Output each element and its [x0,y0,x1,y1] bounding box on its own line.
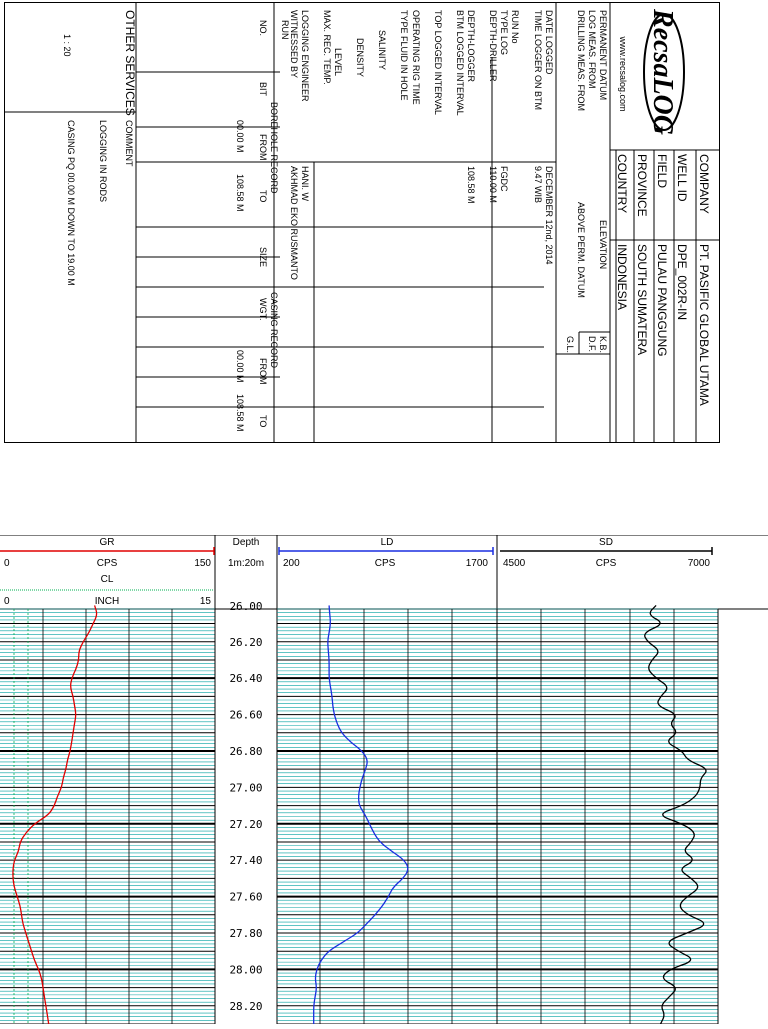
sd-track-title: SD [599,537,613,548]
cl-track-title: CL [100,574,114,585]
ld-units-label: CPS [374,558,396,569]
cl-max-label: 15 [199,596,211,607]
comment-line-1: LOGGING IN RODS [98,120,108,203]
density-label: DENSITY [355,38,365,78]
type-fluid-label: TYPE FLUID IN HOLE [399,10,409,101]
field-label: FIELD [655,154,669,189]
casing-from-label: FROM [258,358,268,385]
df-label: D.F. [587,336,597,353]
company-value: PT. PASIFIC GLOBAL UTAMA [697,244,711,406]
time-logger-value: 9.47 WIB [533,166,543,204]
size-label: SIZE [258,247,268,268]
depth-label: 27.40 [229,854,263,868]
depth-track-title: Depth [232,537,260,548]
wgt-label: WGT. [258,298,268,321]
well-log-chart [0,535,768,1024]
cl-units-label: INCH [94,596,120,607]
depth-label: 27.20 [229,817,263,831]
well-id-label: WELL ID [675,154,689,202]
witnessed-by-value: AKHMAD EKO RUSMANTO [289,166,299,280]
borehole-record-title: BOREHOLE RECORD [269,102,279,194]
ld-track-title: LD [380,537,394,548]
sd-curve [645,605,706,1024]
sd-max-label: 7000 [687,558,710,569]
drilling-meas-from-label: DRILLING MEAS. FROM [576,10,586,112]
level-label: LEVEL [333,48,343,77]
borehole-to-label: TO [258,190,268,203]
depth-label: 26.20 [229,635,263,649]
depth-label: 26.40 [229,672,263,686]
ld-max-label: 1700 [465,558,488,569]
bit-label: BIT [258,82,268,97]
country-label: COUNTRY [615,154,629,214]
depth-logger-value: 108.58 M [466,166,476,204]
depth-label: 27.80 [229,926,263,940]
gr-min-label: 0 [4,558,10,569]
logging-engineer-label: LOGGING ENGINEER [300,10,310,102]
type-log-value: FGDC [499,166,509,192]
depth-label: 27.00 [229,781,263,795]
recsalog-logo [644,8,684,135]
log-grid [0,609,718,1024]
type-log-label: TYPE LOG [499,10,509,56]
run-label: RUN [280,20,290,40]
witnessed-by-label: WITNESSED BY [289,10,299,79]
date-logged-label: DATE LOGGED [544,10,554,75]
log-heading [4,2,720,443]
casing-record-title: CASING RECORD [269,292,279,369]
run-no-label: RUN No [510,10,520,44]
well-log-svg [0,535,768,1024]
max-rec-temp-label: MAX. REC. TEMP. [322,10,332,85]
gr-curve [13,605,97,1024]
scale-label: 1 : 20 [62,34,72,57]
kb-label: K.B. [598,336,608,354]
time-logger-label: TIME LOGGER ON BTM [533,10,543,111]
gr-units-label: CPS [96,558,118,569]
btm-logged-label: BTM LOGGED INTERVAL [455,10,465,116]
permanent-datum-label: PERMANENT DATUM [598,10,608,101]
salinity-label: SALINITY [377,30,387,71]
depth-label: 27.60 [229,890,263,904]
casing-to-label: TO [258,415,268,428]
log-meas-from-label: LOG MEAS. FROM [587,10,597,89]
depth-labels [229,600,262,1013]
field-value: PULAU PANGGUNG [655,244,669,357]
province-label: PROVINCE [635,154,649,217]
depth-label-partial: 26.00 [229,600,263,613]
comment-label: COMMENT [124,120,134,167]
top-logged-label: TOP LOGGED INTERVAL [433,10,443,115]
country-value: INDONESIA [615,244,629,311]
ld-curve [314,605,408,1024]
log-curves [13,605,706,1024]
gr-max-label: 150 [194,558,211,569]
logging-engineer-value: HANI. W [300,166,310,201]
borehole-from-label: FROM [258,134,268,161]
borehole-to-value: 108.58 M [235,174,245,212]
depth-label: 26.80 [229,744,263,758]
casing-to-value: 108.58 M [235,394,245,432]
gr-track-title: GR [99,537,115,548]
gl-label: G.L. [565,336,575,354]
other-services-label: OTHER SERVICES [123,10,137,116]
comment-line-2: CASING PQ 00.00 M DOWN TO 19.00 M [66,120,76,286]
depth-driller-value: 110.00 M [488,166,498,203]
no-label: NO. [258,20,268,37]
depth-label: 28.00 [229,963,263,977]
website-text: www.recsalog.com [618,36,628,112]
company-label: COMPANY [697,154,711,214]
province-value: SOUTH SUMATERA [635,244,649,356]
borehole-from-value: 00.00 M [235,120,245,153]
operating-rig-label: OPERATING RIG TIME [411,10,421,105]
above-perm-datum-label: ABOVE PERM. DATUM [576,202,586,298]
casing-from-value: 00.00 M [235,350,245,383]
sd-min-label: 4500 [503,558,526,569]
depth-logger-label: DEPTH-LOGGER [466,10,476,83]
log-heading-form [4,2,720,443]
depth-scale-label: 1m:20m [227,558,265,569]
date-logged-value: DECEMBER 12nd, 2014 [544,166,554,265]
depth-label: 26.60 [229,708,263,722]
cl-min-label: 0 [4,596,10,607]
elevation-label: ELEVATION [598,220,608,270]
depth-driller-label: DEPTH-DRILLER [488,10,498,82]
sd-units-label: CPS [595,558,617,569]
depth-label: 28.20 [229,999,263,1013]
logo-text: RecsaLOG [647,9,678,135]
ld-min-label: 200 [283,558,300,569]
well-id-value: DPE_002R-IN [675,244,689,321]
